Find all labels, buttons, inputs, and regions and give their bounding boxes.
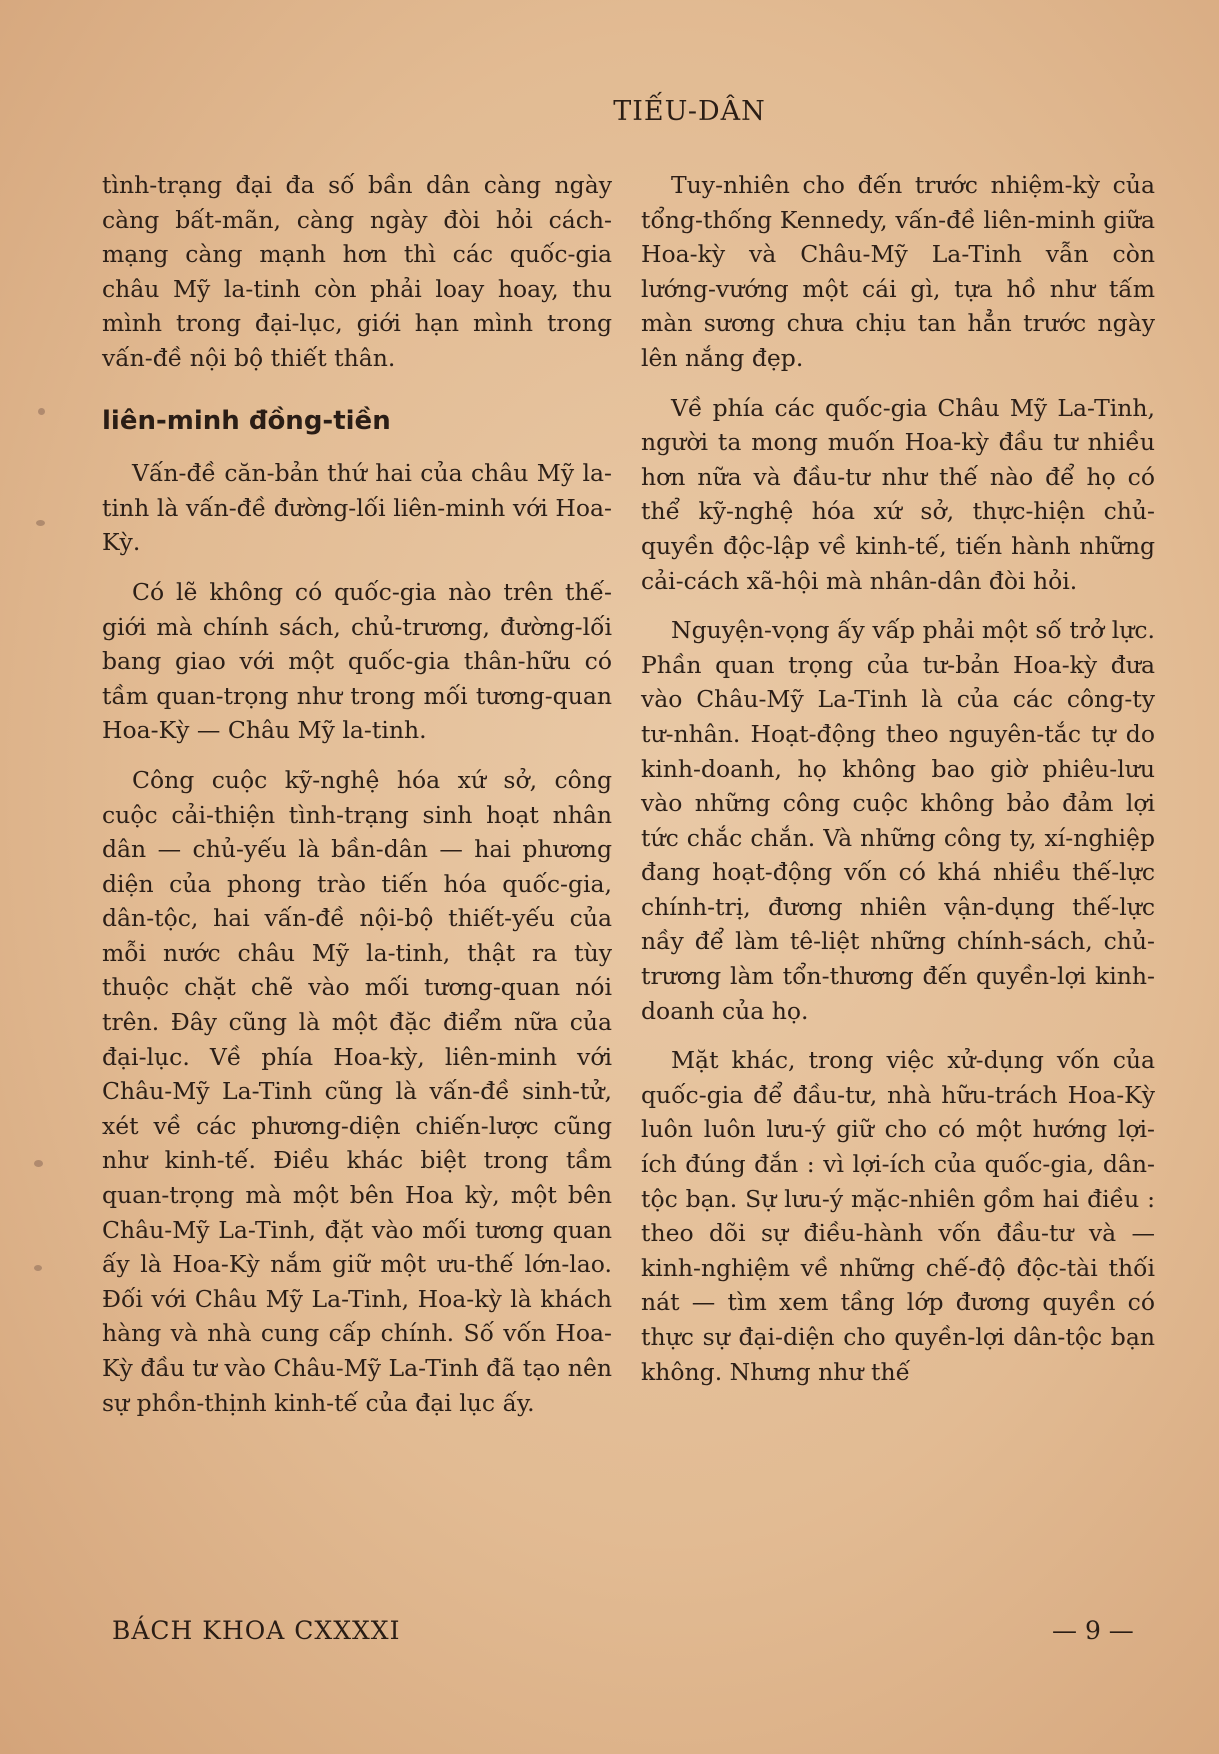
paragraph: Nguyện-vọng ấy vấp phải một số trở lực. Phần quan trọng của tư-bản Hoa-kỳ đưa vào Châu-Mỹ La-Tinh là của các công-ty tư-nhân. Hoạt-động theo nguyên-tắc tự do kinh-doanh, họ không bao giờ phiêu-lưu vào những công cuộc không bảo đảm lợi tức chắc chắn. Và những công ty, xí-nghiệp đang hoạt-động vốn có khá nhiều thế-lực chính-trị, đương nhiên vận-dụng thế-lực nầy để làm tê-liệt những chính-sách, chủ-trương làm tổn-thương đến quyền-lợi kinh-doanh của họ. bbox=[641, 616, 1155, 1025]
paragraph: tình-trạng đại đa số bần dân càng ngày càng bất-mãn, càng ngày đòi hỏi cách-mạng càng mạnh hơn thì các quốc-gia châu Mỹ la-tinh còn phải loay hoay, thu mình trong đại-lục, giới hạn mình trong vấn-đề nội bộ thiết thân. bbox=[102, 171, 612, 372]
paragraph: Tuy-nhiên cho đến trước nhiệm-kỳ của tổng-thống Kennedy, vấn-đề liên-minh giữa Hoa-kỳ và Châu-Mỹ La-Tinh vẫn còn lướng-vướng một cái gì, tựa hồ như tấm màn sương chưa chịu tan hẳn trước ngày lên nắng đẹp. bbox=[641, 171, 1155, 372]
running-header: TIẾU-DÂN bbox=[613, 96, 766, 127]
section-heading: liên-minh đồng-tiền bbox=[102, 405, 391, 436]
paragraph: Mặt khác, trong việc xử-dụng vốn của quốc-gia để đầu-tư, nhà hữu-trách Hoa-Kỳ luôn luôn lưu-ý giữ cho có một hướng lợi-ích đúng đắn : vì lợi-ích của quốc-gia, dân-tộc bạn. Sự lưu-ý mặc-nhiên gồm hai điều : theo dõi sự điều-hành vốn đầu-tư và — kinh-nghiệm về những chế-độ độc-tài thối nát — tìm xem tầng lớp đương quyền có thực sự đại-diện cho quyền-lợi dân-tộc bạn không. Nhưng như thế bbox=[641, 1046, 1155, 1386]
right-column bbox=[641, 168, 1155, 1404]
paragraph: Có lẽ không có quốc-gia nào trên thế-giới mà chính sách, chủ-trương, đường-lối bang giao với một quốc-gia thân-hữu có tầm quan-trọng như trong mối tương-quan Hoa-Kỳ — Châu Mỹ la-tinh. bbox=[102, 577, 612, 745]
paragraph: Công cuộc kỹ-nghệ hóa xứ sở, công cuộc cải-thiện tình-trạng sinh hoạt nhân dân — chủ-yếu là bần-dân — hai phương diện của phong trào tiến hóa quốc-gia, dân-tộc, hai vấn-đề nội-bộ thiết-yếu của mỗi nước châu Mỹ la-tinh, thật ra tùy thuộc chặt chẽ vào mối tương-quan nói trên. Đây cũng là một đặc điểm nữa của đại-lục. Về phía Hoa-kỳ, liên-minh với Châu-Mỹ La-Tinh cũng là vấn-đề sinh-tử, xét về các phương-diện chiến-lược cũng như kinh-tế. Điều khác biệt trong tầm quan-trọng mà một bên Hoa kỳ, một bên Châu-Mỹ La-Tinh, đặt vào mối tương quan ấy là Hoa-Kỳ nắm giữ một ưu-thế lớn-lao. Đối với Châu Mỹ La-Tinh, Hoa-kỳ là khách hàng và nhà cung cấp chính. Số vốn Hoa-Kỳ đầu tư vào Châu-Mỹ La-Tinh đã tạo nên sự phồn-thịnh kinh-tế của đại lục ấy. bbox=[102, 765, 612, 1417]
left-column bbox=[102, 168, 612, 1435]
paper-stain bbox=[34, 1160, 43, 1167]
page-number: — 9 — bbox=[1052, 1616, 1134, 1645]
paper-stain bbox=[36, 520, 45, 526]
magazine-issue: BÁCH KHOA CXXXXI bbox=[112, 1616, 401, 1645]
paragraph: Về phía các quốc-gia Châu Mỹ La-Tinh, người ta mong muốn Hoa-kỳ đầu tư nhiều hơn nữa và đầu-tư như thế nào để họ có thể kỹ-nghệ hóa xứ sở, thực-hiện chủ-quyền độc-lập về kinh-tế, tiến hành những cải-cách xã-hội mà nhân-dân đòi hỏi. bbox=[641, 393, 1155, 595]
paragraph: Vấn-đề căn-bản thứ hai của châu Mỹ la-tinh là vấn-đề đường-lối liên-minh với Hoa-Kỳ. bbox=[102, 459, 612, 557]
paper-stain bbox=[34, 1265, 42, 1271]
paper-stain bbox=[38, 408, 45, 415]
